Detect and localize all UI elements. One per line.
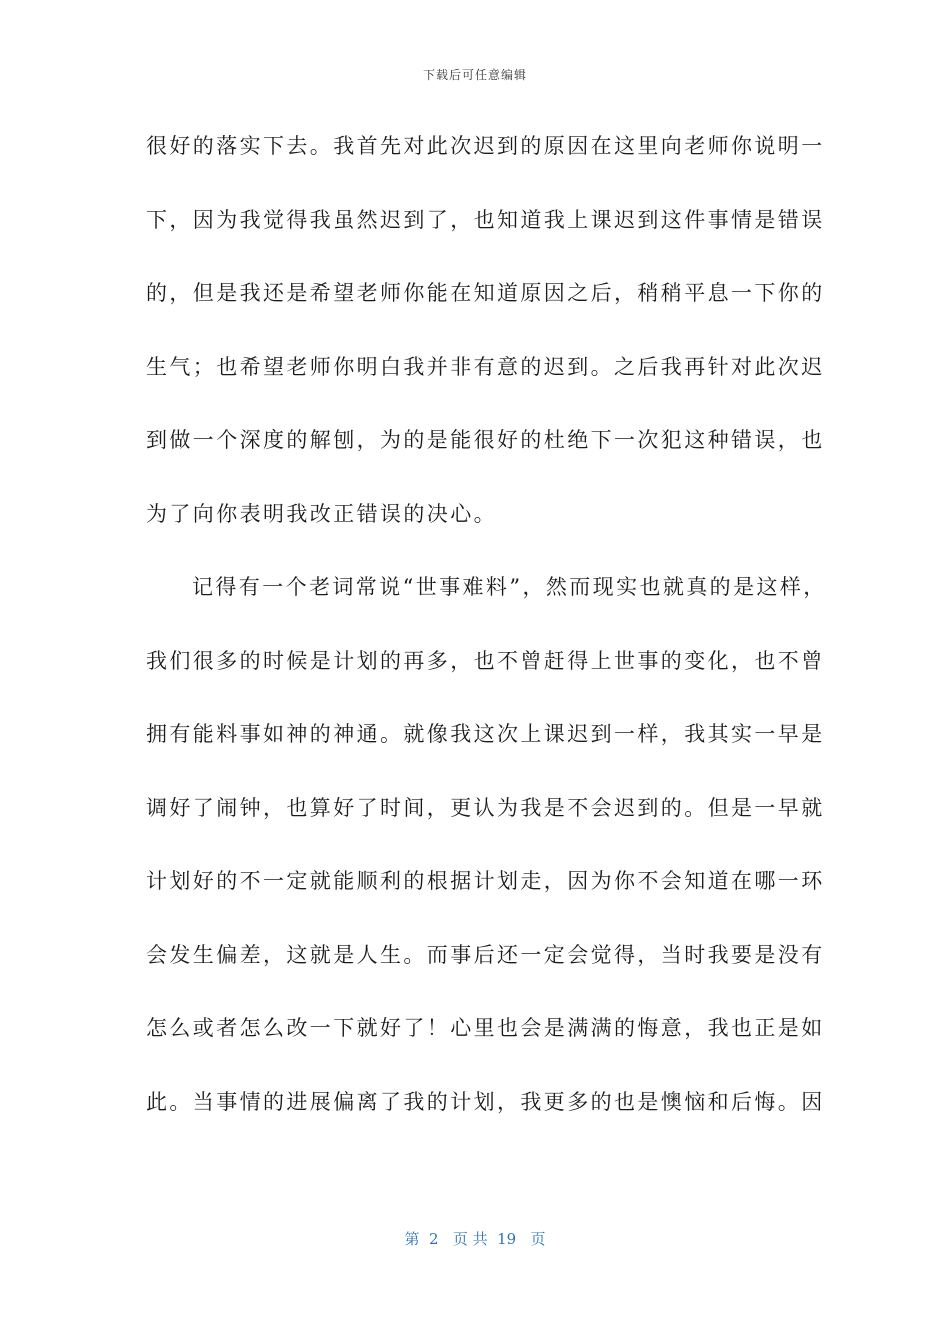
- text-line: 很好的落实下去。我首先对此次迟到的原因在这里向老师你说明一: [146, 134, 825, 158]
- text-line: 调好了闹钟，也算好了时间，更认为我是不会迟到的。但是一早就: [146, 795, 825, 820]
- text-line: 拥有能料事如神的神通。就像我这次上课迟到一样，我其实一早是: [146, 722, 825, 746]
- text-line: 下，因为我觉得我虽然迟到了，也知道我上课迟到这件事情是错误: [146, 207, 825, 232]
- text-line: 生气；也希望老师你明白我并非有意的迟到。之后我再针对此次迟: [146, 354, 825, 379]
- page-number-footer: 第 2 页 共 19 页: [404, 1230, 546, 1248]
- text-line: 到做一个深度的解刨，为的是能很好的杜绝下一次犯这种错误，也: [146, 428, 825, 452]
- text-line: 会发生偏差，这就是人生。而事后还一定会觉得，当时我要是没有: [146, 942, 825, 967]
- text-line: 的，但是我还是希望老师你能在知道原因之后，稍稍平息一下你的: [146, 281, 825, 305]
- text-line: 为了向你表明我改正错误的决心。: [146, 501, 497, 526]
- text-line: 怎么或者怎么改一下就好了！心里也会是满满的悔意，我也正是如: [146, 1016, 825, 1040]
- page-header: 下载后可任意编辑: [422, 68, 527, 82]
- text-line: 我们很多的时候是计划的再多，也不曾赶得上世事的变化，也不曾: [146, 648, 825, 673]
- text-line: 此。当事情的进展偏离了我的计划，我更多的也是懊恼和后悔。因: [146, 1089, 825, 1114]
- document-body: [146, 128, 827, 1157]
- paragraph-first-line: 记得有一个老词常说“世事难料”，然而现实也就真的是这样，: [192, 575, 827, 599]
- text-line: 计划好的不一定就能顺利的根据计划走，因为你不会知道在哪一环: [146, 869, 825, 893]
